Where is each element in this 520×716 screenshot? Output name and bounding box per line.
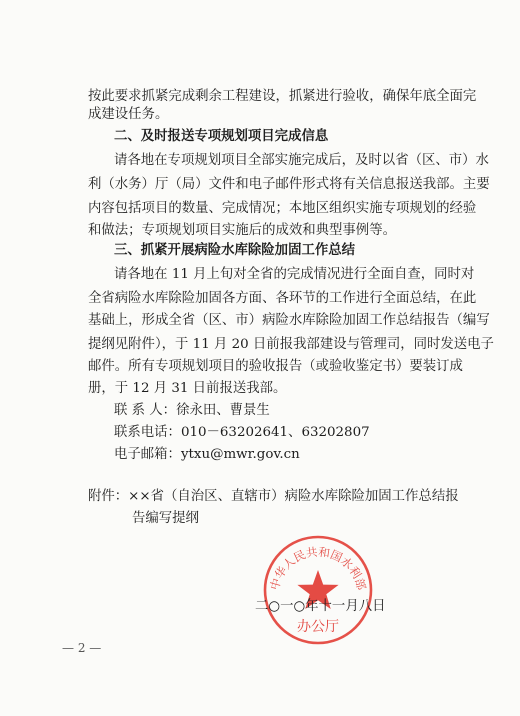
paragraph-line: 和做法；专项规划项目实施后的成效和典型事例等。: [88, 223, 396, 238]
official-seal: [262, 534, 374, 646]
section-heading: 三、抓紧开展病险水库除险加固工作总结: [114, 243, 356, 258]
contact-email: 电子邮箱：ytxu@mwr.gov.cn: [114, 447, 300, 462]
contact-phone: 联系电话：010－63202641、63202807: [114, 425, 370, 440]
paragraph-line: 请各地在专项规划项目全部实施完成后，及时以省（区、市）水: [114, 153, 489, 168]
paragraph-line: 册，于 12 月 31 日前报送我部。: [88, 381, 287, 396]
paragraph-line: 利（水务）厅（局）文件和电子邮件形式将有关信息报送我部。主要: [88, 177, 490, 192]
attachment-line: 附件：××省（自治区、直辖市）病险水库除险加固工作总结报: [88, 489, 459, 504]
seal-bottom-text: 办公厅: [297, 619, 339, 635]
paragraph-line: 邮件。所有专项规划项目的验收报告（或验收鉴定书）要装订成: [88, 359, 463, 374]
page-number: — 2 —: [62, 641, 102, 655]
paragraph-line: 内容包括项目的数量、完成情况；本地区组织实施专项规划的经验: [88, 201, 477, 216]
paragraph-line: 提纲见附件），于 11 月 20 日前报我部建设与管理司，同时发送电子: [88, 337, 494, 352]
paragraph-line: 基础上，形成全省（区、市）病险水库除险加固工作总结报告（编写: [88, 313, 490, 328]
document-date: 二○一○年十一月八日: [255, 599, 386, 614]
paragraph-line: 成建设任务。: [88, 107, 169, 122]
seal-arc-text: 中华人民共和国水利部: [267, 544, 369, 592]
contact-person: 联 系 人：徐永田、曹景生: [114, 403, 270, 418]
section-heading: 二、及时报送专项规划项目完成信息: [114, 129, 329, 144]
paragraph-line: 全省病险水库除险加固各方面、各环节的工作进行全面总结，在此: [88, 291, 477, 306]
paragraph-line: 请各地在 11 月上旬对全省的完成情况进行全面自查，同时对: [114, 267, 475, 282]
attachment-line: 告编写提纲: [132, 511, 199, 526]
paragraph-line: 按此要求抓紧完成剩余工程建设，抓紧进行验收，确保年底全面完: [88, 89, 477, 104]
